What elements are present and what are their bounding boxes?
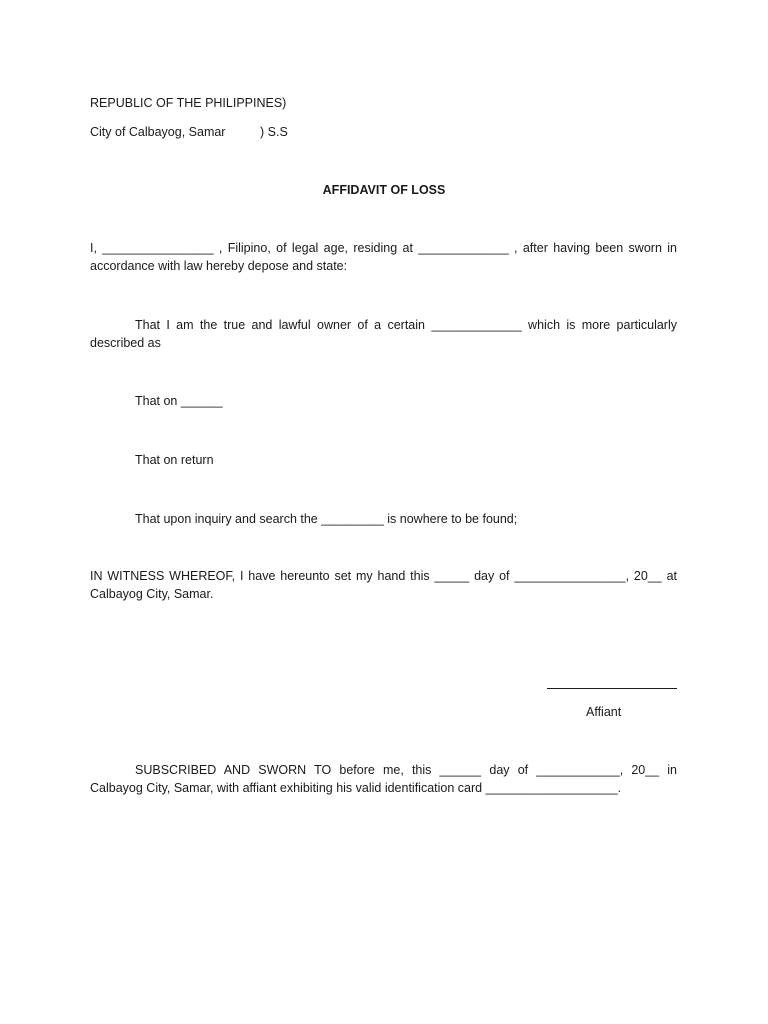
paragraph-that-on: That on ______ <box>135 394 223 408</box>
caption-city: City of Calbayog, Samar <box>90 125 226 139</box>
signature-label-affiant: Affiant <box>586 705 622 719</box>
signature-line <box>547 688 677 689</box>
paragraph-subscribed: SUBSCRIBED AND SWORN TO before me, this ______ day of ____________, 20__ in Calbayog City, Samar, with affiant exhibiting his valid identification card ___________________. <box>90 763 677 795</box>
caption-republic: REPUBLIC OF THE PHILIPPINES) <box>90 96 287 110</box>
paragraph-owner: That I am the true and lawful owner of a certain _____________ which is more particularly described as <box>90 318 677 350</box>
caption-ss: ) S.S <box>260 125 288 139</box>
paragraph-that-on-return: That on return <box>135 453 214 467</box>
document-title: AFFIDAVIT OF LOSS <box>322 183 446 197</box>
paragraph-intro: I, ________________ , Filipino, of legal age, residing at _____________ , after having been sworn in accordance with law hereby depose and state: <box>90 241 677 273</box>
paragraph-inquiry: That upon inquiry and search the _________ is nowhere to be found; <box>135 512 518 526</box>
paragraph-witness: IN WITNESS WHEREOF, I have hereunto set my hand this _____ day of ________________, 20__ at Calbayog City, Samar. <box>90 569 677 601</box>
